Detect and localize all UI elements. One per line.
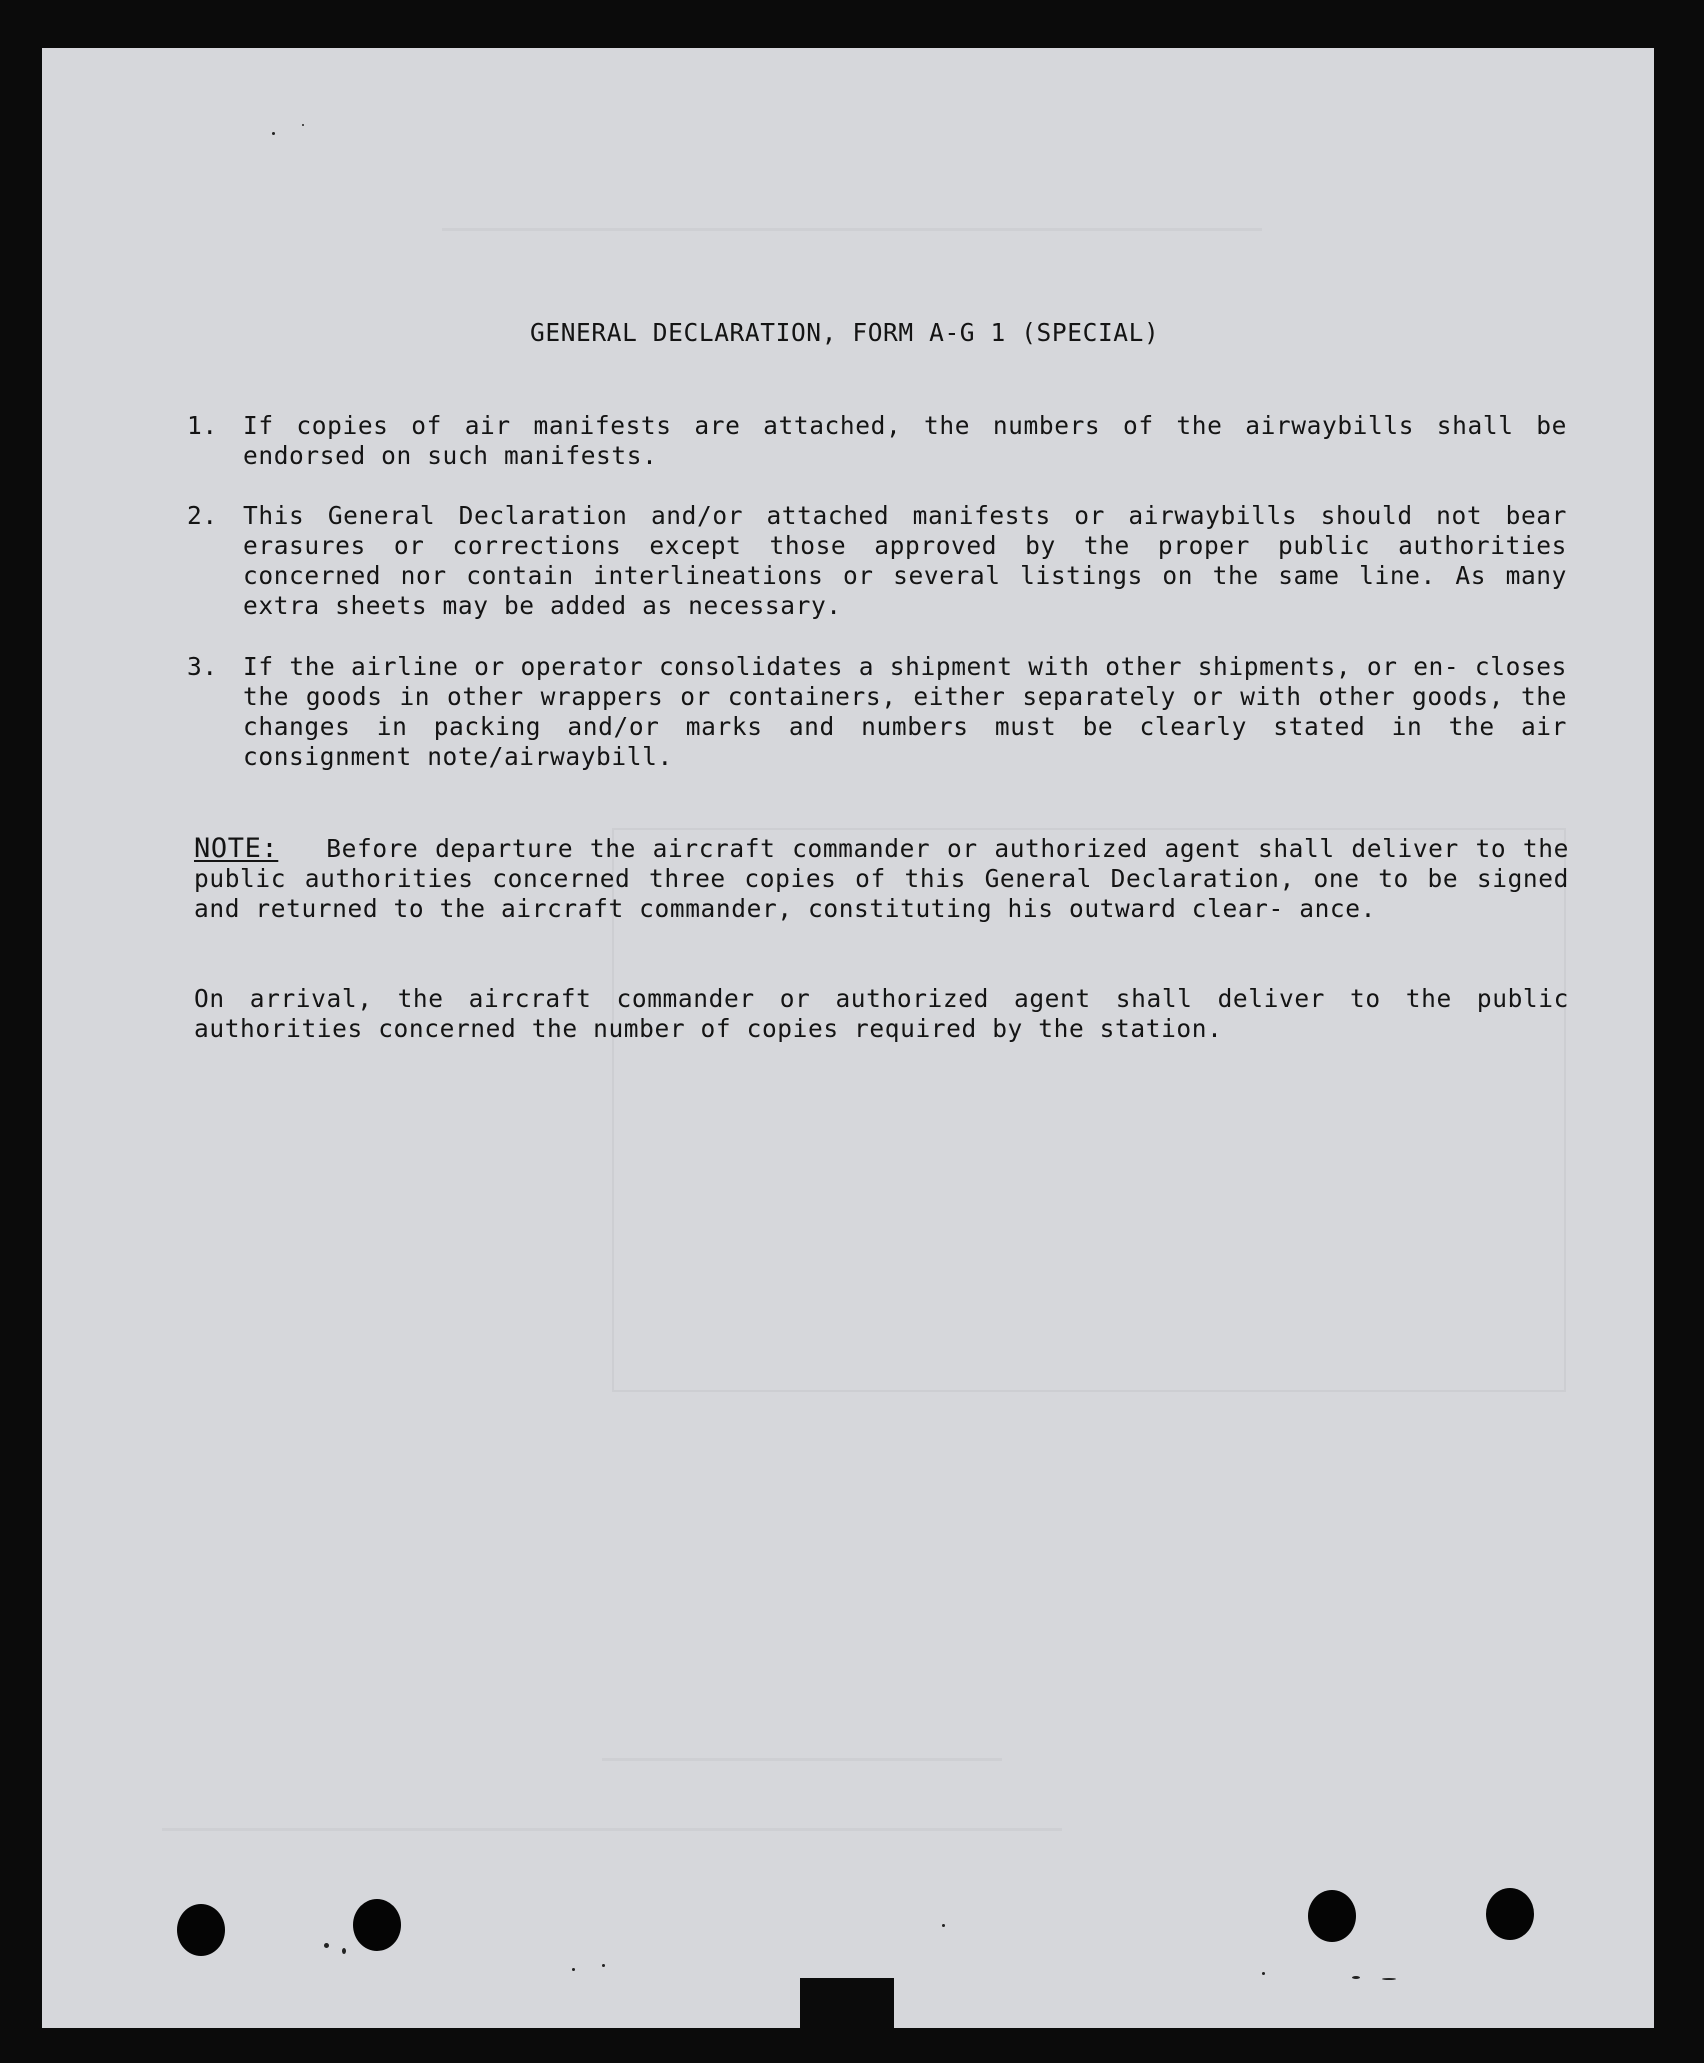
punch-hole-icon [1308,1890,1356,1942]
item-text: This General Declaration and/or attached manifests or airwaybills should not bear erasures or corrections except those approved by the proper public authorities concerned nor contain interlineations or several listings on the same line. As many extra sheets may be added as necessary. [243,501,1567,620]
speck-mark [942,1924,945,1927]
punch-hole-icon [177,1904,225,1956]
document-title: GENERAL DECLARATION, FORM A-G 1 (SPECIAL) [530,318,1160,347]
speck-mark [342,1948,346,1954]
instruction-item-2 [187,501,1567,621]
speck-mark [302,124,304,126]
speck-mark [324,1943,329,1948]
speck-mark [1262,1972,1265,1975]
speck-mark [1352,1976,1360,1979]
bleed-through-line [442,228,1262,231]
item-text: If the airline or operator consolidates a shipment with other shipments, or en- closes the goods in other wrappers or containers, either separately or with other goods, the changes in packing and/or marks and numbers must be clearly stated in the air consignment note/airwaybill. [243,652,1567,771]
item-number: 2. [187,501,218,530]
document-page [42,48,1654,2028]
punch-hole-icon [353,1899,401,1951]
item-number: 3. [187,652,218,681]
note-label: NOTE: [194,833,279,864]
punch-hole-icon [1486,1888,1534,1940]
arrival-paragraph: On arrival, the aircraft commander or authorized agent shall deliver to the public authorities concerned the number of copies required by the station. [194,984,1569,1043]
speck-mark [602,1964,605,1967]
note-paragraph [194,834,1569,924]
item-number: 1. [187,411,218,440]
speck-mark [1382,1978,1396,1980]
speck-mark [572,1968,575,1971]
bleed-through-line [162,1828,1062,1831]
binding-tab [800,1978,894,2028]
item-text: If copies of air manifests are attached, the numbers of the airwaybills shall be endorsed on such manifests. [243,411,1567,470]
note-text: Before departure the aircraft commander or authorized agent shall deliver to the public authorities concerned three copies of this General Declaration, one to be signed and returned to the aircraft commander, constituting his outward clear- ance. [194,834,1569,923]
bleed-through-line [602,1758,1002,1761]
speck-mark [272,132,275,135]
instruction-item-1 [187,411,1567,471]
instruction-item-3 [187,652,1567,772]
